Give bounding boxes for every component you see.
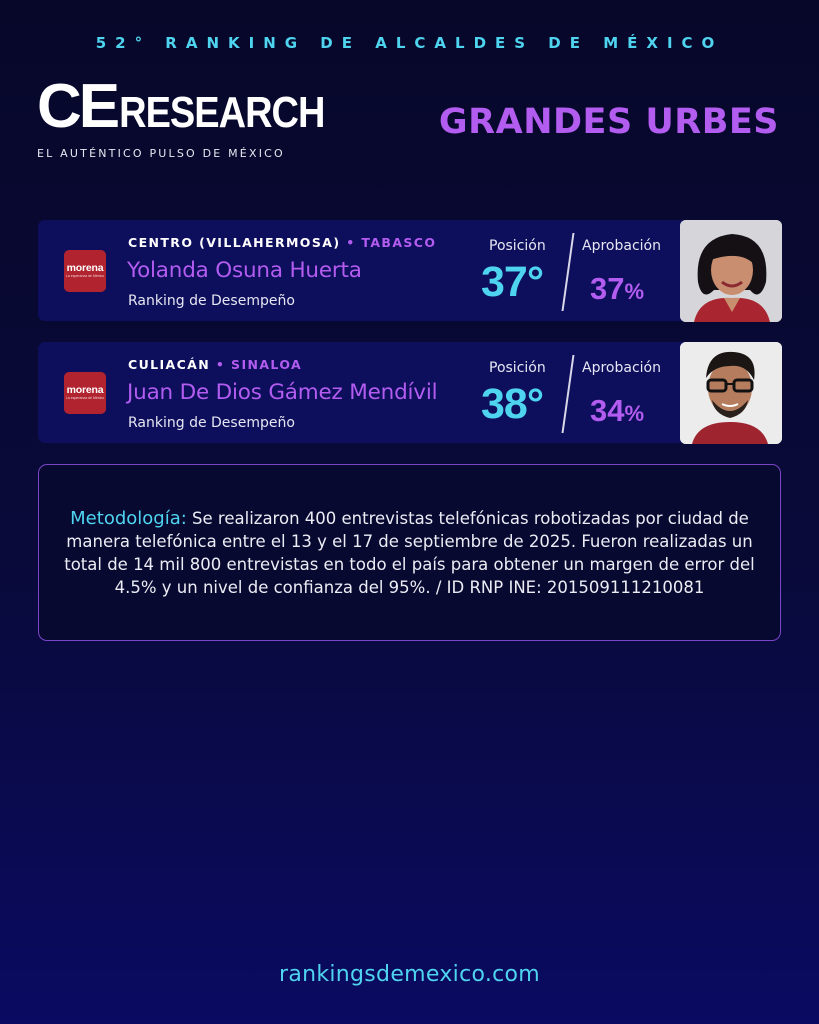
city-name: CENTRO (VILLAHERMOSA) <box>128 235 341 250</box>
location-separator: • <box>346 235 356 250</box>
position-label: Posición <box>489 360 546 376</box>
party-slogan: La esperanza de México <box>65 396 105 400</box>
approval-value <box>590 393 644 429</box>
approval-number: 34 <box>590 393 625 428</box>
approval-percent-sign: % <box>624 279 645 304</box>
methodology-body: Se realizaron 400 entrevistas telefónicas robotizadas por ciudad de manera telefónica entre el 13 y el 17 de septiembre de 2025. Fueron realizadas un total de 14 mil 800 entrevistas en todo el país para obtener un margen de error del 4.5% y un nivel de confianza del 95%. / ID RNP INE: 201509111210081 <box>64 509 755 597</box>
approval-number: 37 <box>590 271 625 306</box>
logo-research-text: RESEARCH <box>119 88 325 138</box>
morena-logo-icon <box>64 250 106 292</box>
stat-divider <box>562 233 575 311</box>
position-label: Posición <box>489 238 546 254</box>
section-title: GRANDES URBES <box>438 102 779 142</box>
city-name: CULIACÁN <box>128 357 211 372</box>
approval-percent-sign: % <box>624 401 645 426</box>
mayor-photo <box>680 220 782 322</box>
mayor-portrait-icon <box>680 342 782 444</box>
party-name: morena <box>66 384 104 396</box>
methodology-label: Metodología: <box>70 508 187 529</box>
location <box>128 235 436 250</box>
party-name: morena <box>66 262 104 274</box>
party-slogan: La esperanza de México <box>65 274 105 278</box>
position-value: 38° <box>481 380 544 428</box>
methodology-box <box>38 464 781 641</box>
logo-tagline: EL AUTÉNTICO PULSO DE MÉXICO <box>37 146 285 160</box>
mayor-photo <box>680 342 782 444</box>
methodology-text <box>57 507 762 599</box>
mayor-card <box>38 220 780 321</box>
position-value: 37° <box>481 258 544 306</box>
approval-value <box>590 271 644 307</box>
approval-label: Aprobación <box>582 360 661 376</box>
state-name: TABASCO <box>361 235 437 250</box>
website-link[interactable]: rankingsdemexico.com <box>278 962 541 987</box>
mayor-portrait-icon <box>680 220 782 322</box>
state-name: SINALOA <box>231 357 303 372</box>
mayor-name: Juan De Dios Gámez Mendívil <box>127 380 438 405</box>
card-subtitle: Ranking de Desempeño <box>128 293 295 309</box>
mayor-name: Yolanda Osuna Huerta <box>127 258 362 283</box>
mayor-card <box>38 342 780 443</box>
card-subtitle: Ranking de Desempeño <box>128 415 295 431</box>
approval-label: Aprobación <box>582 238 661 254</box>
ranking-title: 52° RANKING DE ALCALDES DE MÉXICO <box>95 34 724 52</box>
ce-research-logo <box>37 72 325 160</box>
logo-ce-text: CE <box>37 72 118 141</box>
morena-logo-icon <box>64 372 106 414</box>
location <box>128 357 302 372</box>
location-separator: • <box>215 357 226 372</box>
stat-divider <box>562 355 575 433</box>
